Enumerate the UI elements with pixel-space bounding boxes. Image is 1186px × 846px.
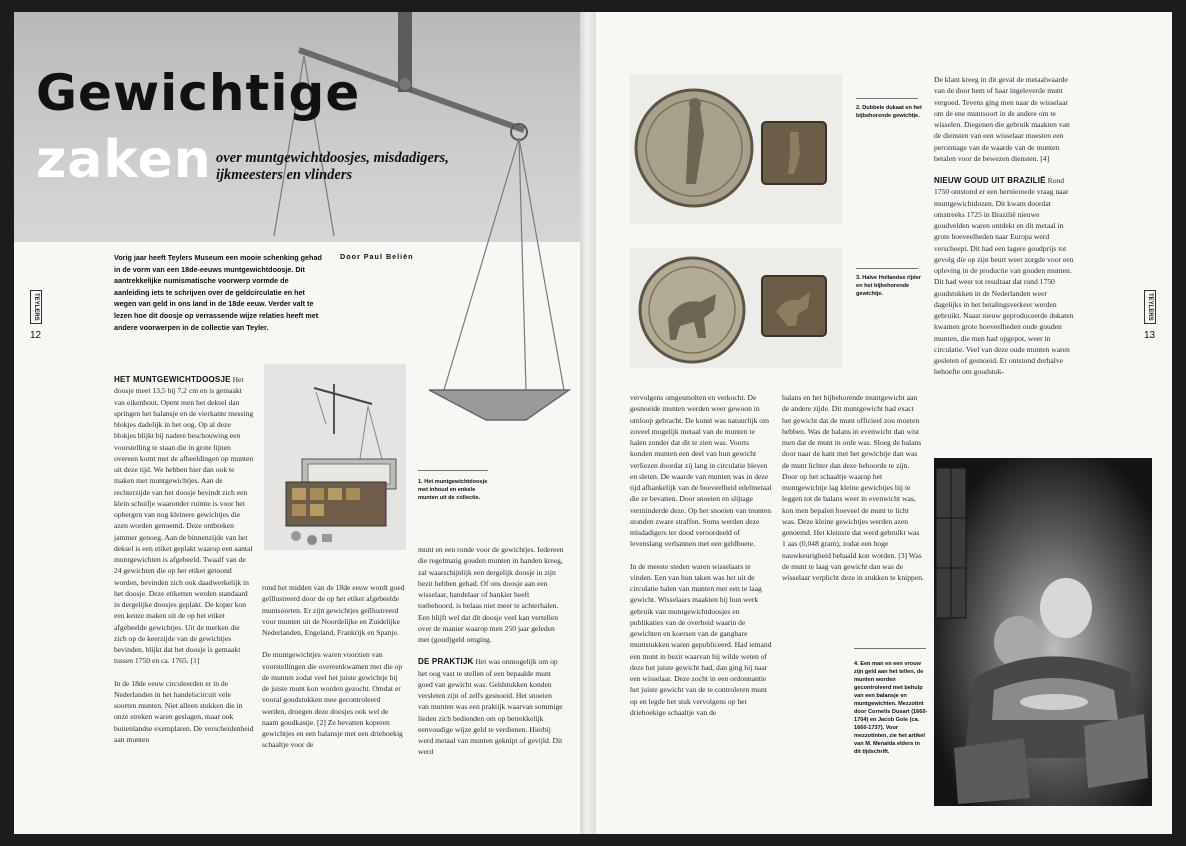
text-column-3 <box>418 544 564 758</box>
caption-rule-1 <box>418 470 488 471</box>
left-page <box>14 12 580 834</box>
paragraph: Het was onmogelijk om op het oog vast te stellen of een bepaalde munt goed van gewicht was. Geldstukken konden versleten zijn of zelfs gesnoeid. Het snoeien van munten was een praktijk waarvan sommige lieden zich bedienden om op betrekkelijk eenvoudige wijze geld te verdienen. Hierbij werd metaal van munten geknipt of gevijld. Dit werd <box>418 657 563 757</box>
article-author: Door Paul Beliën <box>340 252 414 261</box>
paragraph: vervolgens omgesmolten en verkocht. De gesnoeide munten werden weer gewoon in omloop gebracht. De kunst was natuurlijk om zoveel mogelijk metaal van de munten te halen zonder dat dit te zien was. Voorts konden munten een deel van hun gewicht verliezen doordat zij lang in circulatie bleven en sleten. De waarde van munten was in deze tijd afhankelijk van de hoeveelheid edelmetaal die ze bevatten. Door snoeien en slijtage verminderde deze. Op het snoeien van munten stonden zware straffen. Soms werden deze misdadigers ter dood veroordeeld of levenslang verbannen met een geldboete. <box>630 393 772 549</box>
page-number-right: 13 <box>1144 330 1156 341</box>
caption-rule-4 <box>854 648 926 649</box>
caption-rule-3 <box>856 268 918 269</box>
article-title-line1: Gewichtige <box>36 64 361 122</box>
section-heading-praktijk: DE PRAKTIJK <box>418 657 474 667</box>
paragraph: Het doosje meet 13,5 bij 7,2 cm en is gemaakt van eikenhout. Opent men het deksel dan springen het balansje en de vierkante messing blokjes dadelijk in het oog. Op al deze blokjes blijkt bij nadere beschouwing een voorstelling te staan die in grote lijnen overeen komt met de afbeeldingen op munten uit deze tijd. We hebben hier dan ook te maken met muntgewichtjes. Aan de rechterzijde van het doosje bevindt zich een klein schuifje waaronder ruimte is voor het opbergen van nog kleinere gewichtjes die azen worden genoemd. Deze ontbreken jammer genoeg. Aan de binnenzijde van het deksel is een etiket geplakt waarop een aantal muntgewichten is afgebeeld. Twaalf van de 24 gewichten die op het etiket getoond worden, bevinden zich ook daadwerkelijk in het doosje. Deze etiketten werden standaard in dergelijke doosjes geplakt. De koper kon een keuze maken uit de op het etiket afgebeelde gewichtjes. Uit de merken die zich op de keerzijde van de gewichtjes bevinden, blijkt dat het doosje is gemaakt tussen 1750 en ca. 1765. [1] <box>114 375 254 666</box>
section-heading-muntgewichtdoosje: HET MUNTGEWICHTDOOSJE <box>114 375 231 384</box>
paragraph: balans en het bijbehorende muntgewicht aan de andere zijde. Dit muntgewicht had exact het gewicht dat de munt officieel zou moeten hebben. Was de balans in evenwicht dan wist men dat de munt in orde was. Sloeg de balans door naar de kant met het gewichtje dan was de munt lichter dan deze behoorde te zijn. Door op het schaaltje waarop het muntgewichtje lag kleine gewichtjes bij te leggen tot de balans weer in evenwicht was, kon men bepalen hoeveel de munt te licht was. Deze kleine gewichtjes werden azen genoemd. Het kleinste dat werd gebruikt was 1 aas (0,048 gram), zodat een hoge nauwkeurigheid behaald kon worden. [3] Was de munt te laag van gewicht dan was de wisselaar verplicht deze in stukken te knippen. <box>782 393 924 582</box>
article-title-line2: zaken <box>36 130 212 190</box>
page-number-left: 12 <box>30 330 42 341</box>
caption-2: 2. Dubbele dukaat en het bijbehorende gewichtje. <box>856 105 922 119</box>
photo-mezzotint-money-counters <box>934 458 1152 806</box>
caption-4: 4. Een man en een vrouw zijn geld aan het tellen, de munten worden gecontroleerd met behulp van een balansje en muntgewichten. Mezzotint door Cornelis Dusart (1660-1704) en Jacob Gole (ca. 1660-1737). Voor mezzotinten, zie het artikel van M. Menalda elders in dit tijdschrift. <box>854 661 928 755</box>
text-column-6 <box>934 74 1076 378</box>
book-gutter <box>578 12 598 834</box>
paragraph: De klant kreeg in dit geval de metaalwaarde van de door hem of haar ingeleverde munt vergoed. Tevens ging men naar de wisselaar om de ene muntsoort in de andere om te wisselen. Diegenen die gebruik maakten van de diensten van een wisselaar moesten een percentage van de waarde van de munten betalen voor de bewezen diensten. [4] <box>934 75 1070 163</box>
text-column-4 <box>630 392 772 718</box>
caption-1: 1. Het muntgewichtdoosje met inhoud en enkele munten uit de collectie. <box>418 479 488 501</box>
teylers-logo-right: TEYLERS <box>1144 290 1156 324</box>
text-column-2 <box>262 582 406 751</box>
section-heading-brazilie: NIEUW GOUD UIT BRAZILIË <box>934 176 1046 185</box>
paragraph: Rond 1750 ontstond er een hernieuwde vraag naar muntgewichtdozen. Dit kwam doordat omstreeks 1725 in Brazilië nieuwe goudvelden waren ontdekt en dit metaal in grote hoeveelheden naar Europa werd verscheept. Dit had een lagere goudprijs tot gevolg die op zijn beurt weer zorgde voor een opleving in de productie van gouden munten. Dit had weer tot resultaat dat rond 1750 goudstukken in de Nederlanden weer dagelijks in het betalingsverkeer werden gebruikt. Naast nieuw geproduceerde dukaten kwamen grote hoeveelheden oude gouden munten, die men had opgepot, weer in circulatie. Veel van deze oude munten waren gesleten of gesnoeid. Er ontstond derhalve behoefte om goudstuk- <box>934 176 1074 377</box>
photo-coin-weight-box <box>264 364 406 550</box>
photo-double-ducat <box>630 74 842 224</box>
paragraph: In de 18de eeuw circuleerden er in de Nederlanden in het handelscircuit vele soorten munten. Niet alleen stukken die in onze streken waren geslagen, maar ook buitenlandse exemplaren. De verscheidenheid aan munten <box>114 678 254 744</box>
text-column-1 <box>114 374 254 745</box>
caption-3: 3. Halve Hollandse rijder en het bijbehorende gewichtje. <box>856 275 921 297</box>
text-column-5 <box>782 392 924 583</box>
paragraph: rond het midden van de 18de eeuw wordt goed geïllustreerd door de op het etiket afgebeelde muntsoorten. Er zijn gewichtjes geïllustreerd voor munten uit de Noordelijke en Zuidelijke Nederlanden, Engeland, Frankrijk en Spanje. <box>262 583 405 637</box>
caption-rule-2 <box>856 98 918 99</box>
article-subtitle: over muntgewichtdoosjes, misdadigers, ijkmeesters en vlinders <box>216 150 449 183</box>
paragraph: De muntgewichtjes waren voorzien van voorstellingen die overeenkwamen met die op de munten zodat veel het juiste gewichtje bij de juiste munt kon worden gezocht. Omdat er vooral goudstukken mee gecontroleerd werden, droegen deze doosjes ook wel de naam goudkastje. [2] Ze bevatten koperen gewichtjes en een balansje met een driehoekig schaaltje voor de <box>262 650 403 750</box>
article-intro: Vorig jaar heeft Teylers Museum een mooie schenking gehad in de vorm van een 18de-eeuws muntgewichtdoosje. Dit aantrekkelijke numismatische voorwerp vormde de aanleiding iets te schrijven over de geldcirculatie en het wegen van geld in ons land in de 18de eeuw. Verder valt te lezen hoe dit doosje op verrassende wijze relaties heeft met andere voorwerpen in de collectie van Teyler. <box>114 253 322 332</box>
teylers-logo: TEYLERS <box>30 290 42 324</box>
photo-half-rider <box>630 248 842 368</box>
paragraph: munt en een ronde voor de gewichtjes. Iedereen die regelmatig gouden munten in handen kreeg, zal waarschijnlijk een dergelijk doosje in zijn bezit hebben gehad. Of ons doosje aan een wisselaar, handelaar of bankier heeft toebehoord, is helaas niet meer te achterhalen. Een blijft wel dat dit doosje veel kan vertellen over de manier waarop men 250 jaar geleden met (goud)geld omging. <box>418 545 564 644</box>
paragraph: In de meeste steden waren wisselaars te vinden. Een van hun taken was het uit de circulatie halen van munten met een te laag gewicht. Wisselaars maakten bij hun werk gebruik van muntgewichtdoosjes en publikaties van de overheid waarin de gewichten en koersen van de gangbare muntstukken waren gepubliceerd. Had iemand een munt in bezit waarvan hij wilde weten of deze het juiste gewicht had, dan ging hij naar een wisselaar. Deze zocht in een ordonnantie het juiste gewicht van de te controleren munt op en legde het stuk vervolgens op het driehoekige schaaltje van de <box>630 561 772 717</box>
right-page <box>596 12 1172 834</box>
